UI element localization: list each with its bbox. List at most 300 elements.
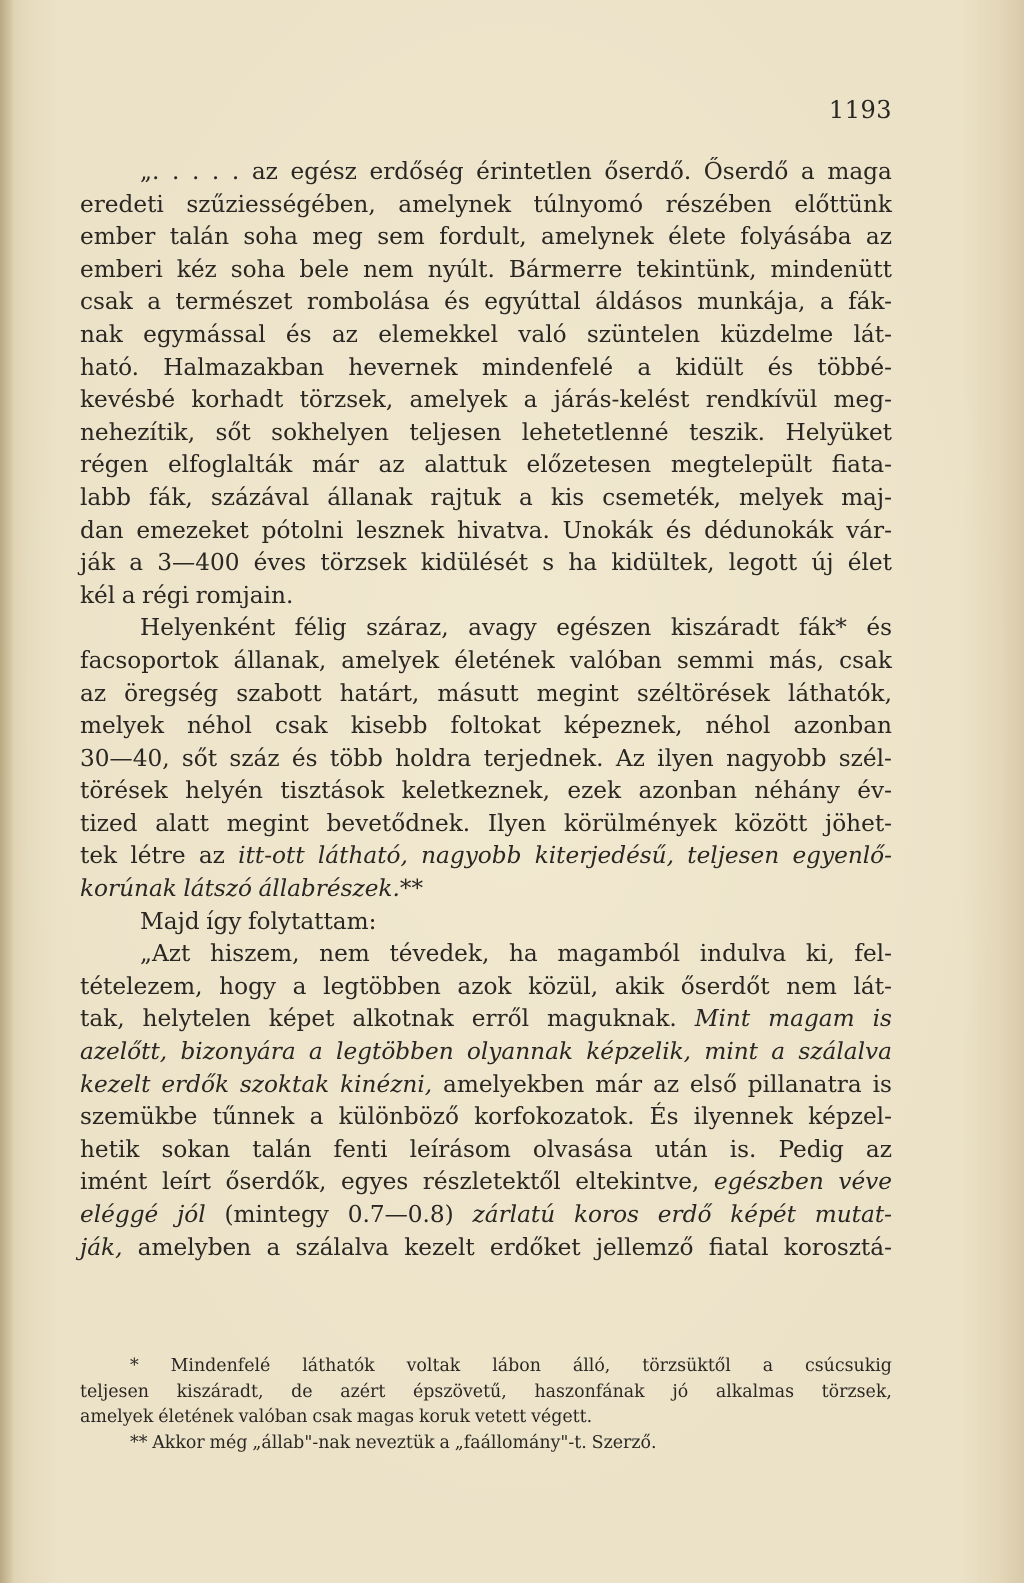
word: tek <box>80 842 118 870</box>
footnote-line <box>80 1354 892 1380</box>
word: képzelik, <box>586 1038 692 1066</box>
word: régi <box>142 581 190 609</box>
word: itt-ott <box>238 842 305 870</box>
text-line <box>80 1069 892 1102</box>
word: megtelepült <box>670 451 813 479</box>
word: között <box>734 809 808 837</box>
word: a <box>121 581 136 609</box>
word: a <box>518 483 533 511</box>
word: többé- <box>817 353 892 381</box>
word: az <box>378 451 405 479</box>
word: az <box>80 679 107 707</box>
word: teljesen <box>409 418 502 446</box>
word: hogy <box>219 972 277 1000</box>
word: mint <box>704 1038 758 1066</box>
word: (mintegy <box>224 1201 329 1228</box>
word: Szerző. <box>591 1432 657 1453</box>
word: állanak, <box>233 646 327 674</box>
word: bizonyára <box>180 1038 296 1066</box>
word: tekintünk, <box>636 255 757 283</box>
text-line <box>80 678 892 711</box>
word: alkalmas <box>715 1381 795 1402</box>
word: képeznek, <box>563 712 683 740</box>
word: csak <box>312 1407 352 1428</box>
word: a <box>762 1356 774 1376</box>
word: nem <box>786 972 837 1000</box>
text-line <box>80 645 892 678</box>
word: ha <box>508 940 538 968</box>
word: koros <box>574 1201 639 1228</box>
word: eléggé <box>80 1201 159 1228</box>
word: soha <box>230 255 286 283</box>
word: képet <box>268 1005 335 1033</box>
text-line <box>80 1134 892 1167</box>
word: „. <box>140 158 160 185</box>
footnote-line <box>80 1380 892 1406</box>
word: . <box>231 158 240 185</box>
word: száraz, <box>366 614 449 642</box>
word: alatt <box>155 809 209 837</box>
word: „Azt <box>140 940 191 968</box>
word: kél <box>80 581 116 609</box>
word: akik <box>614 972 665 1000</box>
word: véve <box>838 1168 892 1196</box>
word: látható, <box>317 842 408 870</box>
text-line <box>80 710 892 743</box>
word: . <box>211 158 220 185</box>
word: körülmények <box>563 809 717 837</box>
text-line <box>80 580 892 613</box>
word: „faállomány"-t. <box>454 1432 587 1453</box>
word: leírt <box>161 1168 211 1196</box>
word: lehetetlenné <box>521 418 669 446</box>
text-line <box>80 482 892 515</box>
word: a <box>819 288 834 316</box>
word: szemükbe <box>80 1103 198 1131</box>
text-line <box>80 156 892 189</box>
word: * <box>130 1356 139 1376</box>
word: amelynek <box>540 223 654 251</box>
word: csemeték, <box>602 483 721 511</box>
text-line <box>80 384 892 417</box>
word: előzetesen <box>526 451 652 479</box>
word: csak <box>274 712 328 740</box>
word: kidültek, <box>611 549 715 577</box>
word: Az <box>615 744 645 772</box>
word: korosztá- <box>783 1233 892 1261</box>
word: ják, <box>80 1233 123 1261</box>
word: sokan <box>161 1135 231 1163</box>
word: kéz <box>176 255 217 283</box>
word: eredeti <box>80 190 164 218</box>
text-line <box>80 938 892 971</box>
text-line <box>80 254 892 287</box>
word: erdőket <box>489 1233 581 1261</box>
word: egyenlő- <box>792 842 892 870</box>
word: kezelt <box>80 1070 151 1098</box>
word: életének <box>158 1407 234 1428</box>
word: koruk <box>418 1407 471 1428</box>
word: ha <box>568 549 598 577</box>
word: törzsüktől <box>642 1356 731 1376</box>
word: a <box>129 549 144 577</box>
word: avagy <box>468 614 537 642</box>
word: imént <box>80 1168 148 1196</box>
word: voltak <box>406 1356 461 1376</box>
word: . <box>171 158 180 185</box>
word: természet <box>175 288 293 316</box>
word: is. <box>729 1135 757 1163</box>
word: elemekkel <box>378 320 498 348</box>
word: kinézni, <box>340 1070 433 1098</box>
word: Majd <box>140 907 200 935</box>
word: csúcsukig <box>804 1356 892 1376</box>
word: talán <box>169 223 230 251</box>
word: és <box>665 516 692 544</box>
word: teljesen <box>80 1381 149 1402</box>
word: előttünk <box>794 190 892 218</box>
word: lesznek <box>356 516 445 544</box>
word: az <box>198 842 225 870</box>
word: a <box>292 972 307 1000</box>
word: korhadt <box>191 386 284 414</box>
word: éves <box>253 549 307 577</box>
word: százával <box>210 483 310 511</box>
word: járás-kelést <box>553 386 690 414</box>
word: helytelen <box>142 1005 251 1033</box>
word: erről <box>471 1005 530 1033</box>
word: amelyek <box>341 646 440 674</box>
footnote-line <box>80 1431 892 1457</box>
word: melyek <box>80 712 164 740</box>
word: fák, <box>148 483 193 511</box>
word: terjednek. <box>483 744 604 772</box>
word: jó <box>672 1381 689 1402</box>
word: széltörések <box>636 679 770 707</box>
word: néhány <box>754 777 840 805</box>
word: semmi <box>676 646 754 674</box>
word: hetik <box>80 1135 140 1163</box>
word: egészben <box>713 1168 824 1196</box>
text-line <box>80 286 892 319</box>
word: 3—400 <box>157 549 240 577</box>
word: valóban <box>569 646 662 674</box>
text-line <box>80 515 892 548</box>
word: szél- <box>838 744 892 772</box>
word: élete <box>668 223 726 251</box>
word: fordult, <box>439 223 527 251</box>
word: Ilyen <box>487 809 547 837</box>
word: végett. <box>531 1407 593 1428</box>
word: legtöbben <box>323 972 441 1000</box>
word: év- <box>857 777 892 805</box>
word: bevetődnek. <box>326 809 471 837</box>
word: helyén <box>185 777 263 805</box>
word: őserdők, <box>225 1168 327 1196</box>
word: mindenfelé <box>481 353 614 381</box>
word: tűnnek <box>212 1103 295 1131</box>
word: félig <box>294 614 347 642</box>
word: erdő <box>657 1201 712 1228</box>
word: Unokák <box>562 516 653 544</box>
word: folytattam: <box>247 907 377 935</box>
body-text <box>80 156 892 1264</box>
word: nak <box>80 320 123 348</box>
word: látszó <box>183 875 252 903</box>
word: rombolása <box>306 288 430 316</box>
word: új <box>811 549 834 577</box>
word: egyúttal <box>484 288 581 316</box>
text-line <box>80 775 892 808</box>
word: fiata- <box>831 451 892 479</box>
word: Helyenként <box>140 614 276 642</box>
word: a <box>800 158 815 185</box>
word: szüntelen <box>586 320 701 348</box>
word: száz <box>229 744 280 772</box>
word: amelyek <box>80 1407 154 1428</box>
word: egész <box>290 158 357 185</box>
word: képét <box>730 1201 796 1228</box>
page-binding-shadow <box>0 0 14 1583</box>
word: létre <box>130 842 186 870</box>
text-line <box>80 1036 892 1069</box>
word: foltokat <box>450 712 541 740</box>
word: és <box>291 744 318 772</box>
word: teszik. <box>689 418 766 446</box>
word: már <box>311 451 359 479</box>
word: melyek <box>739 483 824 511</box>
word: érintetlen <box>476 158 592 185</box>
text-line <box>80 612 892 645</box>
word: nem <box>363 255 414 283</box>
word: eltekintve, <box>575 1168 700 1196</box>
word: indulva <box>699 940 787 968</box>
word: csak <box>80 288 133 316</box>
word: szálalva <box>295 1233 390 1261</box>
word: tized <box>80 809 138 837</box>
word: hivatva. <box>456 516 550 544</box>
word: folyásába <box>740 223 852 251</box>
word: zárlatú <box>472 1201 556 1228</box>
word: régen <box>80 451 149 479</box>
word: sőt <box>181 744 218 772</box>
word: első <box>689 1070 737 1098</box>
word: erdőség <box>369 158 464 185</box>
text-line <box>80 547 892 580</box>
word: tak, <box>80 1005 125 1033</box>
word: keletkeznek, <box>401 777 550 805</box>
word: Pedig <box>778 1135 844 1163</box>
word: álló, <box>572 1356 611 1376</box>
word: dédunokák <box>704 516 834 544</box>
word: romjain. <box>195 581 294 609</box>
word: képzel- <box>808 1103 892 1131</box>
word: meg- <box>833 386 892 414</box>
word: életének <box>454 646 555 674</box>
word: szoktak <box>239 1070 330 1098</box>
word: hiszem, <box>209 940 300 968</box>
word: is <box>872 1005 892 1033</box>
word: túlnyomó <box>533 190 644 218</box>
word: tévedek, <box>389 940 490 968</box>
word: maga <box>827 158 892 185</box>
word: jól <box>177 1201 206 1228</box>
text-line <box>80 221 892 254</box>
word: holdra <box>395 744 472 772</box>
word: legott <box>728 549 798 577</box>
word: kis <box>550 483 585 511</box>
word: sokhelyen <box>271 418 389 446</box>
word: emberi <box>80 255 163 283</box>
word: láthatók, <box>787 679 892 707</box>
word: ilyen <box>657 744 714 772</box>
word: élet <box>847 549 892 577</box>
word: közül, <box>528 972 599 1000</box>
word: leírásom <box>409 1135 511 1163</box>
word: ** <box>130 1432 148 1453</box>
word: megint <box>536 679 619 707</box>
word: egyes <box>340 1168 409 1196</box>
word: más, <box>768 646 825 674</box>
word: egészen <box>556 614 652 642</box>
word: öregség <box>124 679 219 707</box>
word: lábon <box>492 1356 541 1376</box>
word: amelynek <box>398 190 512 218</box>
word: a <box>771 1038 786 1066</box>
word: is <box>872 1070 892 1098</box>
word: olyannak <box>466 1038 573 1066</box>
word: nem <box>319 940 370 968</box>
word: azok <box>457 972 512 1000</box>
word: korúnak <box>80 875 177 903</box>
text-line <box>80 417 892 450</box>
word: ilyennek <box>693 1103 793 1131</box>
word: nagyobb <box>421 842 522 870</box>
word: részletektől <box>422 1168 561 1196</box>
word: kisebb <box>350 712 428 740</box>
text-line <box>80 1101 892 1134</box>
word: bele <box>299 255 350 283</box>
word: lát- <box>853 320 892 348</box>
word: vetett <box>474 1407 527 1428</box>
word: a <box>309 1103 324 1131</box>
word: fák* <box>798 614 847 642</box>
word: s <box>542 549 555 577</box>
text-line <box>80 840 892 873</box>
text-line <box>80 449 892 482</box>
word: a <box>439 1432 450 1453</box>
word: megint <box>226 809 309 837</box>
word: elfoglalták <box>167 451 293 479</box>
text-line <box>80 1232 892 1265</box>
word: láthatók <box>302 1356 375 1376</box>
word: magas <box>356 1407 415 1428</box>
word: és <box>444 288 470 316</box>
word: fiatal <box>708 1233 769 1261</box>
word: állanak <box>327 483 413 511</box>
word: a <box>308 1038 323 1066</box>
word: haszonfának <box>534 1381 645 1402</box>
word: vár- <box>846 516 892 544</box>
word: ezek <box>567 777 622 805</box>
text-line <box>80 189 892 222</box>
word: az <box>653 1070 680 1098</box>
word: küzdelme <box>720 320 834 348</box>
word: nyúlt. <box>427 255 495 283</box>
word: fel- <box>854 940 892 968</box>
text-line <box>80 1166 892 1199</box>
word: a <box>523 386 538 414</box>
word: a <box>266 1233 281 1261</box>
word: kidülését <box>420 549 529 577</box>
word: Őserdő <box>703 158 789 185</box>
word: az <box>865 223 892 251</box>
word: őserdő. <box>604 158 692 185</box>
footnotes <box>80 1354 892 1456</box>
text-line <box>80 808 892 841</box>
word: amelyben <box>137 1233 252 1261</box>
word: dan <box>80 516 124 544</box>
word: még <box>209 1432 248 1453</box>
word: tételezem, <box>80 972 203 1000</box>
word: kiterjedésű, <box>534 842 674 870</box>
word: neveztük <box>355 1432 435 1453</box>
word: magamból <box>557 940 681 968</box>
word: valóban <box>238 1407 308 1428</box>
word: 30—40, <box>80 744 170 772</box>
word: szálalva <box>798 1038 892 1066</box>
word: törzsek, <box>299 386 394 414</box>
word: sőt <box>215 418 251 446</box>
word: tisztások <box>280 777 385 805</box>
word: néhol <box>186 712 252 740</box>
word: alattuk <box>424 451 507 479</box>
footnote-line <box>80 1405 892 1431</box>
word: munkája, <box>697 288 806 316</box>
word: meg <box>312 223 363 251</box>
word: szabott <box>236 679 322 707</box>
word: pótolni <box>261 516 344 544</box>
word: Bármerre <box>508 255 623 283</box>
word: a <box>147 288 162 316</box>
word: . <box>191 158 200 185</box>
word: az <box>251 158 278 185</box>
word: Helyüket <box>785 418 892 446</box>
page-number: 1193 <box>828 96 892 124</box>
word: alkotnak <box>352 1005 454 1033</box>
word: fenti <box>333 1135 388 1163</box>
word: magam <box>768 1005 855 1033</box>
word: különböző <box>338 1103 459 1131</box>
word: részében <box>665 190 772 218</box>
word: labb <box>80 483 131 511</box>
word: a <box>637 353 652 381</box>
word: maguknak. <box>546 1005 677 1033</box>
word: sem <box>377 223 425 251</box>
word: Akkor <box>152 1432 205 1453</box>
word: rendkívül <box>705 386 818 414</box>
word: való <box>518 320 567 348</box>
word: állabrészek.** <box>258 875 424 903</box>
word: ják <box>80 549 116 577</box>
word: erdők <box>161 1070 229 1098</box>
word: kidült <box>675 353 744 381</box>
word: ki, <box>805 940 835 968</box>
word: olvasása <box>532 1135 633 1163</box>
word: kiszáradt, <box>176 1381 264 1402</box>
word: határt, <box>339 679 420 707</box>
word: emezeket <box>136 516 249 544</box>
